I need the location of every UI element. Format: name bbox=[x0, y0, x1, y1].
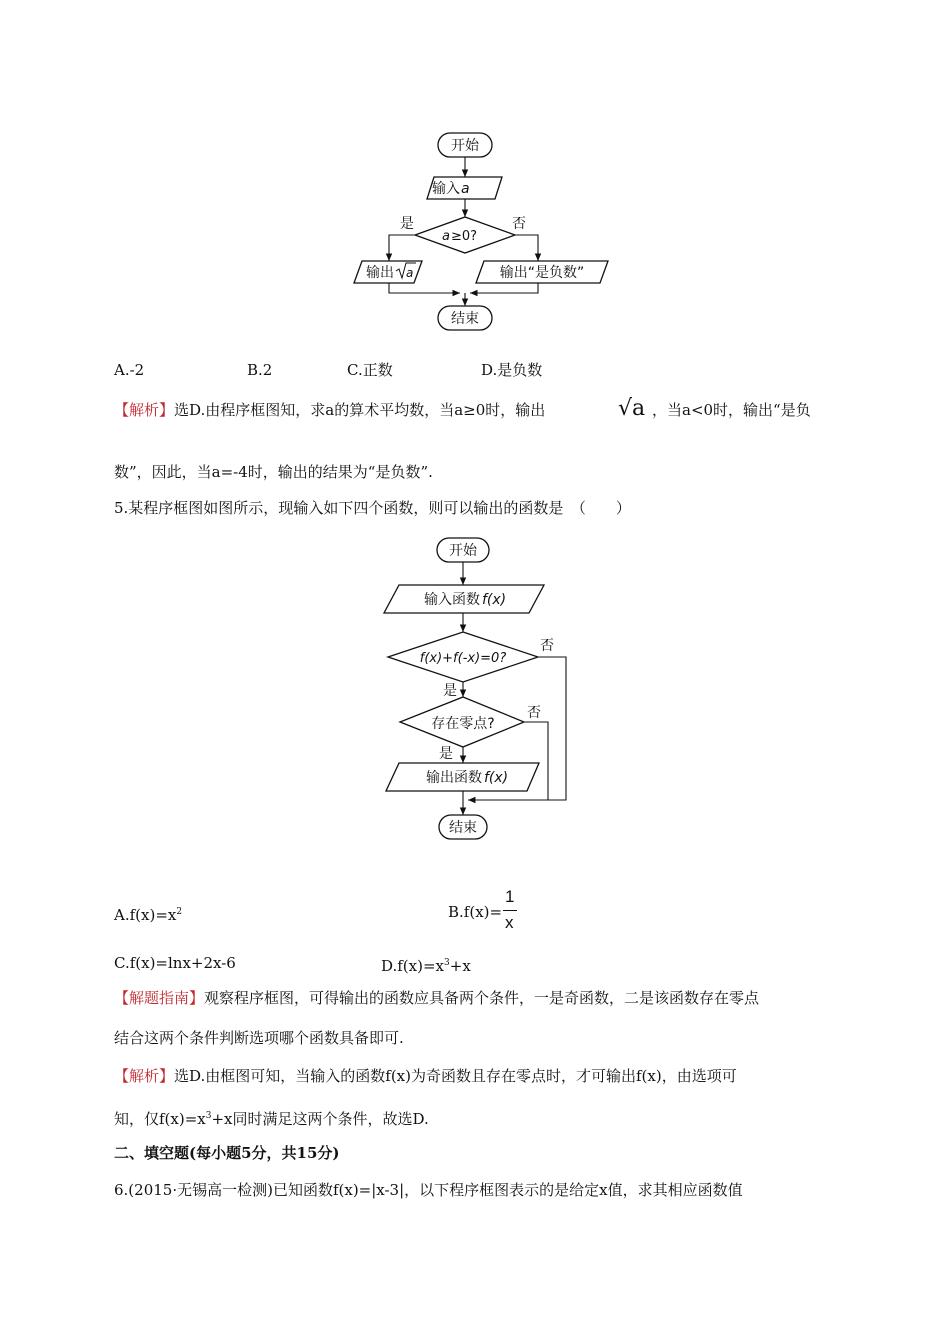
q4-option-b: B.2 bbox=[247, 361, 273, 379]
fc1-out-no-label: 输出“是负数” bbox=[499, 265, 585, 281]
flowchart-2 bbox=[380, 532, 580, 844]
fc1-out-yes-label: 输出 bbox=[366, 265, 394, 281]
q5-option-b-fraction-bar bbox=[503, 910, 517, 911]
q5-option-b-denominator: x bbox=[505, 913, 514, 932]
fc2-cond2-label: 存在零点? bbox=[431, 716, 495, 732]
fc1-input-var: a bbox=[461, 181, 470, 197]
section-2-heading: 二、填空题(每小题5分，共15分) bbox=[114, 1144, 340, 1162]
fc1-yes-label: 是 bbox=[400, 216, 414, 232]
q4-sqrt-a: √a bbox=[618, 396, 646, 421]
q5-stem: 5.某程序框图如图所示，现输入如下四个函数，则可以输出的函数是 （ ） bbox=[114, 499, 631, 517]
q5-option-b-numerator: 1 bbox=[505, 887, 515, 906]
q5-guide-line1: 【解题指南】观察程序框图，可得输出的函数应具备两个条件，一是奇函数，二是该函数存在零点 bbox=[114, 989, 760, 1007]
q5-option-d: $D.f(x)=x^3+x$ bbox=[381, 957, 471, 975]
q4-option-d: D.是负数 bbox=[481, 361, 543, 379]
q4-option-c: C.正数 bbox=[347, 361, 393, 379]
fc2-output-fx: f(x) bbox=[484, 770, 509, 786]
q4-analysis-line1: 【解析】选D.由程序框图知，求a的算术平均数，当a≥0时，输出 bbox=[114, 401, 546, 419]
q5-guide-line2: 结合这两个条件判断选项哪个函数具备即可. bbox=[114, 1029, 404, 1047]
fc2-no-label-1: 否 bbox=[540, 638, 554, 654]
q4-analysis-line1b: ，当a<0时，输出“是负 bbox=[652, 401, 811, 419]
q6-stem: 6.(2015·无锡高一检测)已知函数f(x)=|x-3|，以下程序框图表示的是给定x值，求其相应函数值 bbox=[114, 1181, 743, 1199]
q5-guide-tag: 【解题指南】 bbox=[114, 989, 205, 1007]
fc2-no-label-2: 否 bbox=[527, 705, 541, 721]
q4-analysis-line2: 数”，因此，当a=-4时，输出的结果为“是负数”. bbox=[114, 463, 433, 481]
q5-analysis-line2: 知，仅$f(x)=x^3+x$同时满足这两个条件，故选D. bbox=[114, 1110, 429, 1128]
fc2-yes-label-2: 是 bbox=[439, 746, 453, 762]
fc2-end-label: 结束 bbox=[449, 820, 477, 836]
fc1-end-label: 结束 bbox=[451, 311, 479, 327]
fc2-output-label: 输出函数 bbox=[426, 770, 482, 786]
q4-analysis-tag: 【解析】 bbox=[114, 401, 175, 419]
q5-option-b: B.f(x)= bbox=[448, 903, 503, 921]
fc1-input-label: 输入 bbox=[432, 181, 460, 197]
q5-analysis-tag: 【解析】 bbox=[114, 1067, 175, 1085]
fc1-out-yes-var: a bbox=[406, 266, 414, 280]
q5-option-c: C.f(x)=lnx+2x-6 bbox=[114, 954, 236, 972]
fc2-start-label: 开始 bbox=[449, 543, 477, 559]
fc2-yes-label-1: 是 bbox=[443, 683, 457, 699]
q5-option-a: $A.f(x)=x^2$ bbox=[114, 906, 183, 924]
fc2-input-label: 输入函数 bbox=[424, 592, 480, 608]
fc1-no-label: 否 bbox=[512, 216, 526, 232]
q4-option-a: A.-2 bbox=[114, 361, 145, 379]
fc1-cond-label: ≥0? bbox=[451, 229, 478, 244]
fc1-start-label: 开始 bbox=[451, 138, 479, 154]
fc1-cond-var: a bbox=[442, 229, 450, 244]
fc2-input-fx: f(x) bbox=[482, 592, 507, 608]
flowchart-1 bbox=[340, 125, 610, 335]
fc2-cond1-label: f(x)+f(-x)=0? bbox=[419, 651, 507, 666]
q5-analysis-line1: 【解析】选D.由框图可知，当输入的函数f(x)为奇函数且存在零点时，才可输出f(x)，由选项可 bbox=[114, 1067, 737, 1085]
